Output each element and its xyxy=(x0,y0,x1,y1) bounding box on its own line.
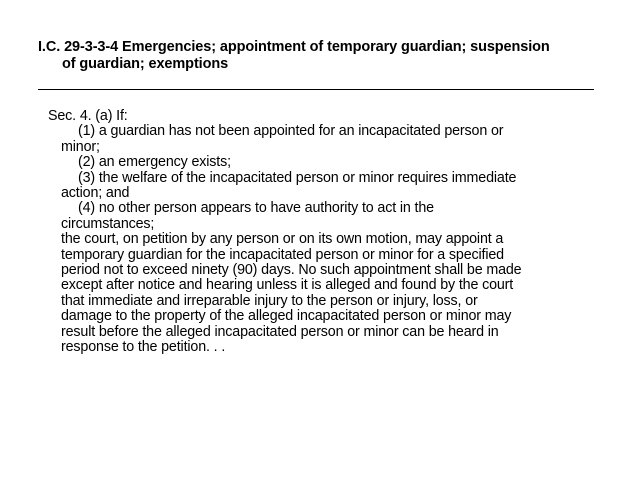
heading-divider xyxy=(38,89,594,90)
section-line: result before the alleged incapacitated person or minor can be heard in xyxy=(61,323,499,340)
section-line: (4) no other person appears to have authority to act in the xyxy=(78,200,434,217)
section-line: temporary guardian for the incapacitated person or minor for a specified xyxy=(61,246,504,263)
section-line: circumstances; xyxy=(61,215,155,232)
section-line: minor; xyxy=(61,138,100,155)
heading-line-2: of guardian; exemptions xyxy=(62,56,229,72)
section-line: period not to exceed ninety (90) days. No such appointment shall be made xyxy=(61,262,522,279)
section-line: (1) a guardian has not been appointed for an incapacitated person or xyxy=(78,123,504,140)
section-line: that immediate and irreparable injury to the person or injury, loss, or xyxy=(61,292,478,309)
section-line: response to the petition. . . xyxy=(61,339,226,356)
statute-heading xyxy=(38,39,608,73)
section-line: damage to the property of the alleged incapacitated person or minor may xyxy=(61,308,512,325)
section-line: (2) an emergency exists; xyxy=(78,154,231,171)
section-line: the court, on petition by any person or on its own motion, may appoint a xyxy=(61,231,504,248)
section-line: action; and xyxy=(61,185,130,202)
statute-section-text xyxy=(48,109,608,356)
section-line: (3) the welfare of the incapacitated person or minor requires immediate xyxy=(78,169,517,186)
section-line: except after notice and hearing unless it is alleged and found by the court xyxy=(61,277,514,294)
heading-line-1: I.C. 29-3-3-4 Emergencies; appointment of temporary guardian; suspension xyxy=(38,39,550,55)
section-line: Sec. 4. (a) If: xyxy=(48,108,128,124)
